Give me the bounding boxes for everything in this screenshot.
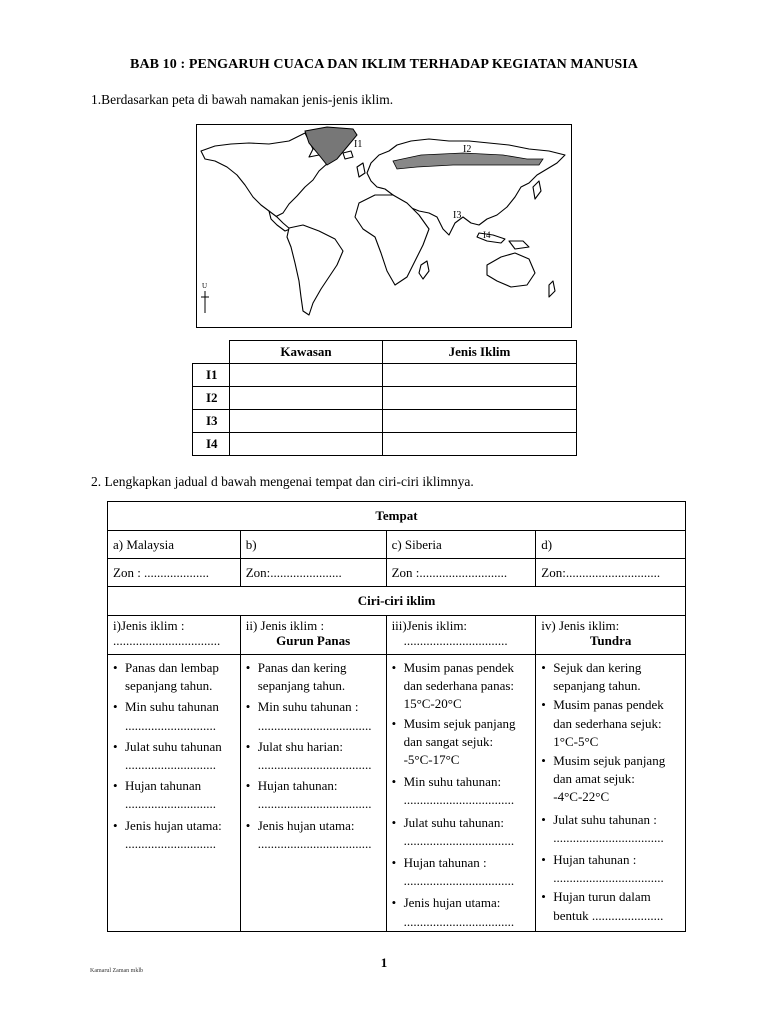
climate-feature-column bbox=[536, 655, 686, 932]
climate-feature-item bbox=[392, 773, 531, 809]
answer-cell[interactable] bbox=[230, 364, 383, 387]
feature-text: • Musim sejuk panjang bbox=[403, 715, 516, 731]
zone-cell[interactable]: Zon :........................... bbox=[386, 559, 536, 587]
jenis-iklim-label: iv) Jenis iklim: bbox=[541, 618, 620, 633]
zone-cell[interactable]: Zon:............................. bbox=[536, 559, 686, 587]
map-label-i2: I2 bbox=[463, 144, 472, 155]
jenis-iklim-cell bbox=[536, 616, 686, 655]
answer-blank[interactable]: ............................ bbox=[125, 796, 216, 812]
jenis-iklim-value: Tundra bbox=[589, 633, 632, 648]
feature-text: • Julat suhu tahunan bbox=[125, 738, 222, 754]
climate-feature-item bbox=[392, 814, 531, 850]
map-label-i1: I1 bbox=[354, 139, 363, 150]
climate-feature-item bbox=[392, 854, 531, 890]
jenis-iklim-label: ii) Jenis iklim : bbox=[245, 618, 325, 633]
feature-text: • Jenis hujan utama: bbox=[257, 817, 355, 833]
feature-text: 15°C-20°C bbox=[403, 696, 462, 712]
jenis-iklim-label: iii)Jenis iklim: bbox=[391, 618, 468, 633]
answer-blank[interactable]: ............................ bbox=[125, 835, 216, 851]
feature-text: dan sederhana panas: bbox=[403, 678, 515, 694]
madagascar-shape bbox=[419, 261, 429, 279]
table-corner bbox=[193, 341, 230, 364]
answer-blank[interactable]: .................................. bbox=[403, 832, 515, 848]
climate-feature-item bbox=[541, 752, 680, 807]
climate-feature-item bbox=[392, 659, 531, 714]
feature-text: • Panas dan kering bbox=[257, 660, 347, 675]
climate-feature-item bbox=[541, 888, 680, 924]
place-cell: c) Siberia bbox=[386, 531, 536, 559]
question-2-text: 2. Lengkapkan jadual d bawah mengenai tempat dan ciri-ciri iklimnya. bbox=[91, 474, 474, 489]
answer-blank[interactable]: ................................... bbox=[257, 796, 372, 812]
iceland-shape bbox=[343, 151, 353, 159]
question-1-text: 1.Berdasarkan peta di bawah namakan jenis-jenis iklim. bbox=[91, 92, 394, 107]
jenis-iklim-cell bbox=[240, 616, 386, 655]
page-number: 1 bbox=[380, 955, 388, 970]
climate-feature-column bbox=[108, 655, 241, 932]
climate-feature-item bbox=[113, 777, 235, 813]
answer-blank[interactable]: ............................ bbox=[125, 717, 216, 733]
place-cell: a) Malaysia bbox=[108, 531, 241, 559]
feature-text: • Jenis hujan utama: bbox=[403, 895, 501, 911]
map-label-i3: I3 bbox=[453, 210, 462, 221]
page-footer: Kamarul Zaman mklb bbox=[90, 968, 143, 974]
climate-feature-item bbox=[246, 817, 381, 853]
jenis-iklim-cell[interactable] bbox=[108, 616, 241, 655]
south-america-shape bbox=[287, 225, 343, 315]
new-zealand-shape bbox=[549, 281, 555, 297]
climate-feature-item bbox=[541, 696, 680, 751]
answer-blank[interactable]: ................................... bbox=[257, 717, 372, 733]
climate-feature-item bbox=[246, 738, 381, 774]
feature-text: • Min suhu tahunan bbox=[125, 699, 219, 715]
climate-feature-item bbox=[541, 659, 680, 695]
row-label: I2 bbox=[193, 387, 230, 410]
place-cell[interactable]: d) bbox=[536, 531, 686, 559]
australia-shape bbox=[487, 253, 535, 287]
climate-feature-item bbox=[541, 811, 680, 847]
japan-shape bbox=[533, 181, 541, 199]
answer-blank[interactable]: ................................... bbox=[257, 835, 372, 851]
feature-text: dan sederhana sejuk: bbox=[553, 715, 662, 731]
new-guinea-shape bbox=[509, 241, 529, 249]
answer-cell[interactable] bbox=[383, 364, 577, 387]
climate-feature-item bbox=[246, 659, 381, 695]
row-label: I3 bbox=[193, 410, 230, 433]
feature-text: • Hujan tahunan bbox=[125, 778, 202, 794]
answer-blank[interactable]: .................................. bbox=[403, 873, 515, 889]
feature-text: • Musim sejuk panjang bbox=[553, 753, 666, 769]
zone-cell[interactable]: Zon:...................... bbox=[240, 559, 386, 587]
feature-text: • Julat suhu tahunan: bbox=[403, 814, 504, 830]
answer-cell[interactable] bbox=[230, 433, 383, 456]
se-asia-islands-shape bbox=[477, 233, 505, 243]
feature-text: dan sangat sejuk: bbox=[403, 733, 494, 749]
table-header-jenis-iklim: Jenis Iklim bbox=[383, 341, 577, 364]
jenis-iklim-blank: ................................. bbox=[113, 633, 221, 648]
feature-text: sepanjang tahun. bbox=[125, 678, 213, 694]
table-row bbox=[193, 387, 577, 410]
feature-text: sepanjang tahun. bbox=[257, 678, 346, 694]
answer-blank[interactable]: .................................. bbox=[553, 870, 664, 886]
row-label: I1 bbox=[193, 364, 230, 387]
feature-text: • Min suhu tahunan : bbox=[257, 699, 359, 715]
page-title: BAB 10 : PENGARUH CUACA DAN IKLIM TERHADAP KEGIATAN MANUSIA bbox=[130, 57, 638, 72]
climate-feature-item bbox=[113, 738, 235, 774]
climate-feature-item bbox=[246, 777, 381, 813]
answer-blank[interactable]: ............................ bbox=[125, 757, 216, 773]
row-label: I4 bbox=[193, 433, 230, 456]
north-america-shape bbox=[201, 133, 329, 217]
climate-characteristics-table bbox=[107, 501, 686, 932]
feature-text: 1°C-5°C bbox=[553, 733, 599, 749]
answer-cell[interactable] bbox=[383, 410, 577, 433]
feature-text: • Jenis hujan utama: bbox=[125, 817, 222, 833]
feature-text: • Musim panas pendek bbox=[403, 660, 515, 675]
feature-text: • Panas dan lembap bbox=[125, 660, 219, 675]
uk-shape bbox=[357, 163, 365, 177]
climate-feature-item bbox=[392, 894, 531, 930]
world-map bbox=[196, 124, 572, 328]
climate-feature-item bbox=[246, 698, 381, 734]
climate-feature-item bbox=[113, 817, 235, 853]
table-row bbox=[193, 364, 577, 387]
climate-feature-column bbox=[386, 655, 536, 932]
jenis-iklim-blank: ................................ bbox=[403, 633, 508, 648]
climate-feature-item bbox=[541, 851, 680, 887]
table-row bbox=[193, 410, 577, 433]
climate-feature-item bbox=[113, 659, 235, 695]
world-map-drawing bbox=[197, 125, 571, 327]
feature-text: -5°C-17°C bbox=[403, 752, 460, 768]
ciri-iklim-header: Ciri-ciri iklim bbox=[108, 587, 686, 616]
feature-text: -4°C-22°C bbox=[553, 789, 610, 805]
feature-text: • Hujan tahunan: bbox=[257, 778, 338, 794]
table-header-kawasan: Kawasan bbox=[230, 341, 383, 364]
answer-blank[interactable]: .................................. bbox=[403, 913, 515, 929]
feature-text: • Hujan tahunan : bbox=[553, 852, 637, 868]
feature-text: sepanjang tahun. bbox=[553, 678, 641, 694]
answer-cell[interactable] bbox=[230, 387, 383, 410]
feature-text: • Julat shu harian: bbox=[257, 738, 343, 754]
feature-text: • Musim panas pendek bbox=[553, 697, 664, 713]
climate-feature-item bbox=[392, 715, 531, 770]
climate-feature-item bbox=[113, 698, 235, 734]
feature-text: • Sejuk dan kering bbox=[553, 660, 642, 675]
answer-cell[interactable] bbox=[383, 433, 577, 456]
answer-blank[interactable]: .................................. bbox=[403, 792, 515, 808]
answer-blank[interactable]: .................................. bbox=[553, 829, 664, 845]
north-arrow-icon bbox=[201, 282, 209, 313]
answer-blank[interactable]: ................................... bbox=[257, 757, 372, 773]
answer-cell[interactable] bbox=[383, 387, 577, 410]
feature-text: • Min suhu tahunan: bbox=[403, 774, 502, 790]
map-label-i4: I4 bbox=[483, 230, 491, 240]
north-arrow-label: U bbox=[202, 282, 208, 290]
jenis-iklim-cell[interactable] bbox=[386, 616, 536, 655]
feature-text: • Hujan tahunan : bbox=[403, 855, 487, 871]
climate-feature-column bbox=[240, 655, 386, 932]
place-cell[interactable]: b) bbox=[240, 531, 386, 559]
jenis-iklim-value: Gurun Panas bbox=[276, 633, 351, 648]
answer-blank[interactable]: bentuk ...................... bbox=[553, 907, 664, 923]
table-row bbox=[193, 433, 577, 456]
tempat-header: Tempat bbox=[108, 502, 686, 531]
feature-text: • Hujan turun dalam bbox=[553, 889, 651, 905]
jenis-iklim-label: i)Jenis iklim : bbox=[113, 618, 185, 633]
zone-cell[interactable]: Zon : .................... bbox=[108, 559, 241, 587]
feature-text: • Julat suhu tahunan : bbox=[553, 811, 657, 827]
climate-region-table bbox=[192, 340, 577, 456]
answer-cell[interactable] bbox=[230, 410, 383, 433]
feature-text: dan amat sejuk: bbox=[553, 771, 635, 787]
